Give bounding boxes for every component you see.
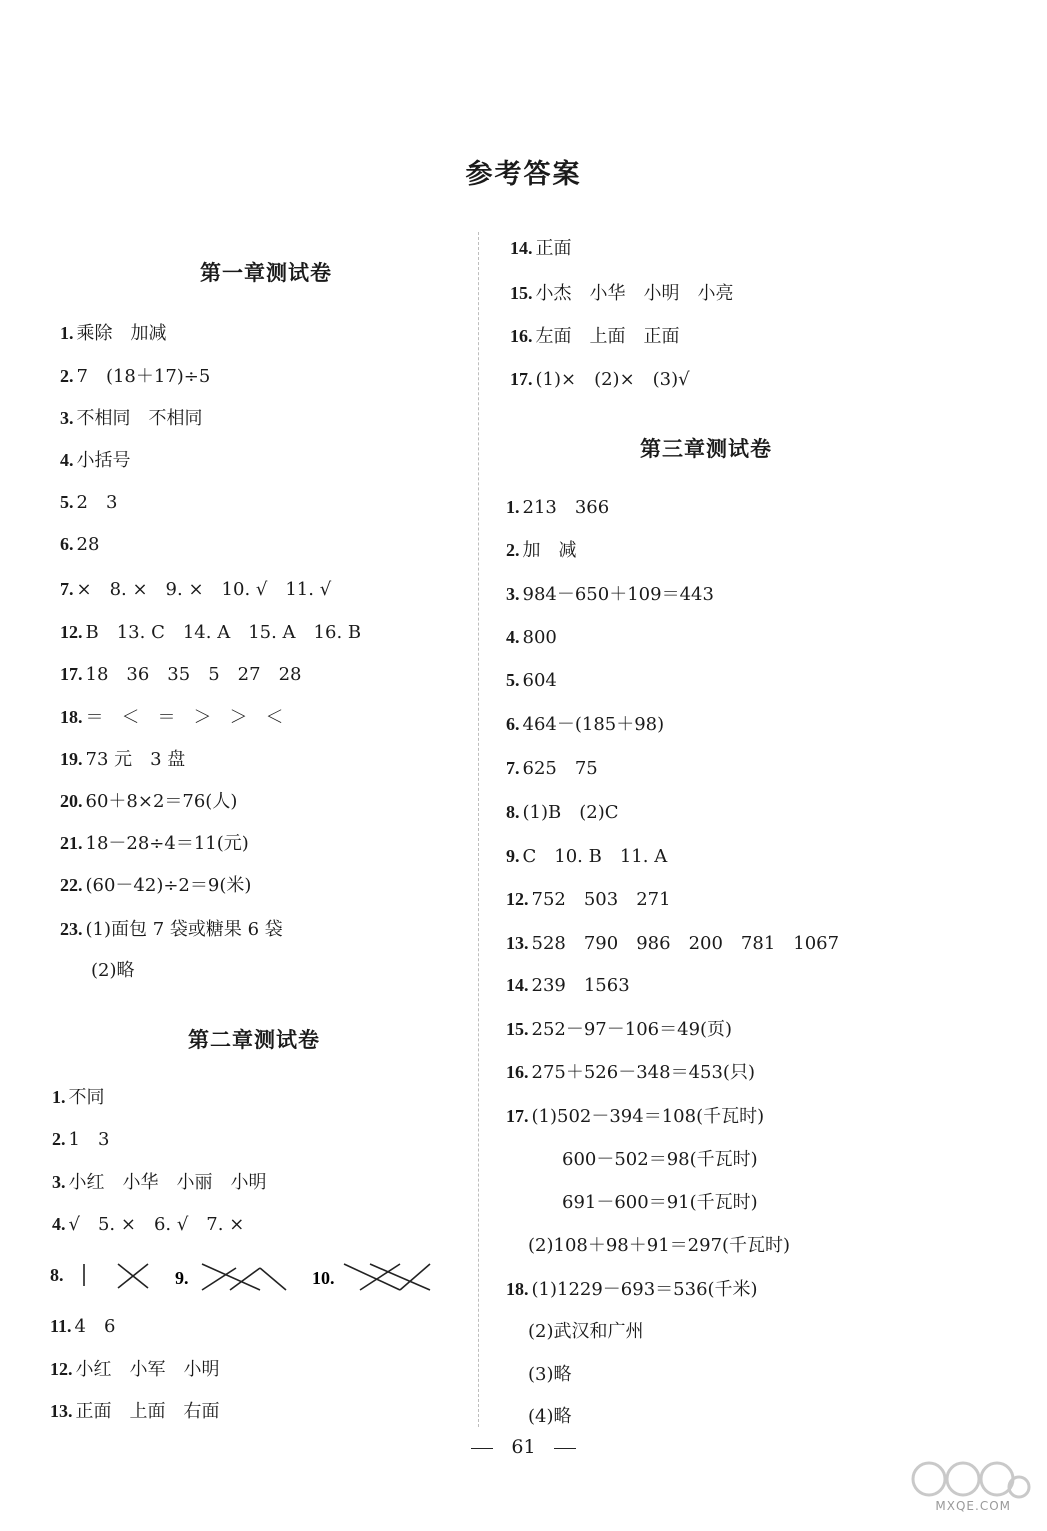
answer-item-continued: 600－502＝98(千瓦时)	[562, 1149, 758, 1170]
page-number-dash-right	[554, 1448, 576, 1449]
answer-item: 14. 239 1563	[506, 975, 630, 996]
answer-item: 17. (1)502－394＝108(千瓦时)	[506, 1106, 765, 1127]
matching-label-9: 9.	[175, 1268, 189, 1288]
answer-item: 11. 4 6	[50, 1316, 116, 1337]
section-heading-chapter2: 第二章测试卷	[188, 1028, 320, 1052]
answer-item: 2. 加 减	[506, 540, 577, 561]
answer-item: 21. 18－28÷4＝11(元)	[60, 833, 249, 854]
answer-item: 7. × 8. × 9. × 10. √ 11. √	[60, 579, 332, 600]
answer-item: 4. 800	[506, 627, 557, 648]
answer-item: 3. 不相同 不相同	[60, 408, 203, 429]
answer-item: 23. (1)面包 7 袋或糖果 6 袋	[60, 919, 283, 940]
answer-item: 20. 60＋8×2＝76(人)	[60, 791, 238, 812]
answer-item: 5. 2 3	[60, 492, 118, 513]
answer-item: 2. 1 3	[52, 1129, 110, 1150]
answer-item: 15. 252－97－106＝49(页)	[506, 1019, 733, 1040]
answer-item: 13. 528 790 986 200 781 1067	[506, 933, 840, 954]
answer-item: 17. (1)× (2)× (3)√	[510, 369, 690, 390]
answer-item: 22. (60－42)÷2＝9(米)	[60, 875, 252, 896]
answer-item: 12. 小红 小军 小明	[50, 1359, 220, 1380]
answer-item: 4. 小括号	[60, 450, 131, 471]
answer-item: 3. 984－650＋109＝443	[506, 584, 714, 605]
answer-item: 2. 7 (18＋17)÷5	[60, 366, 211, 387]
watermark-logo	[901, 1457, 1031, 1517]
watermark-text: MXQE.COM	[935, 1499, 1011, 1513]
answer-item: 14. 正面	[510, 238, 572, 259]
answer-item: 13. 正面 上面 右面	[50, 1401, 220, 1422]
answer-item-matching: 8.	[50, 1265, 64, 1285]
answer-item: 1. 不同	[52, 1087, 105, 1108]
page-number-dash-left	[471, 1448, 493, 1449]
answer-item-continued: 691－600＝91(千瓦时)	[562, 1192, 758, 1213]
answer-item: 16. 左面 上面 正面	[510, 326, 680, 347]
matching-line-9d	[260, 1268, 286, 1290]
answer-item: 6. 464－(185＋98)	[506, 714, 665, 735]
answer-item: 12. B 13. C 14. A 15. A 16. B	[60, 622, 362, 643]
answer-item: 12. 752 503 271	[506, 889, 671, 910]
matching-label-10: 10.	[312, 1268, 335, 1288]
answer-item: 4. √ 5. × 6. √ 7. ×	[52, 1214, 245, 1235]
section-heading-chapter1: 第一章测试卷	[200, 261, 332, 285]
answer-item: 8. (1)B (2)C	[506, 802, 619, 823]
answer-item: 6. 28	[60, 534, 100, 555]
answer-item: 18. (1)1229－693＝536(千米)	[506, 1279, 758, 1300]
answer-item-continued: (4)略	[528, 1406, 572, 1427]
matching-line-9a	[202, 1264, 260, 1290]
page-number: 61	[0, 1436, 1047, 1458]
answer-item: 1. 乘除 加减	[60, 323, 167, 344]
matching-lines-diagram	[60, 1250, 460, 1302]
page-title: 参考答案	[465, 159, 582, 190]
answer-item: 16. 275＋526－348＝453(只)	[506, 1062, 755, 1083]
answer-item: 15. 小杰 小华 小明 小亮	[510, 283, 734, 304]
answer-item: (2)略	[91, 960, 135, 981]
matching-line-10a	[344, 1264, 400, 1290]
section-heading-chapter3: 第三章测试卷	[640, 437, 772, 461]
answer-item-continued: (2)108＋98＋91＝297(千瓦时)	[528, 1235, 791, 1256]
answer-item: 1. 213 366	[506, 497, 610, 518]
matching-line-10d	[400, 1264, 430, 1290]
answer-item: 18. ＝ ＜ ＝ ＞ ＞ ＜	[60, 707, 284, 728]
answer-item: 5. 604	[506, 670, 557, 691]
answer-item: 9. C 10. B 11. A	[506, 846, 668, 867]
column-divider	[478, 232, 479, 1427]
answer-item: 17. 18 36 35 5 27 28	[60, 664, 302, 685]
answer-item-continued: (2)武汉和广州	[528, 1321, 644, 1342]
answer-item-continued: (3)略	[528, 1364, 572, 1385]
answer-item: 7. 625 75	[506, 758, 598, 779]
answer-item: 19. 73 元 3 盘	[60, 749, 186, 770]
answer-item: 3. 小红 小华 小丽 小明	[52, 1172, 267, 1193]
